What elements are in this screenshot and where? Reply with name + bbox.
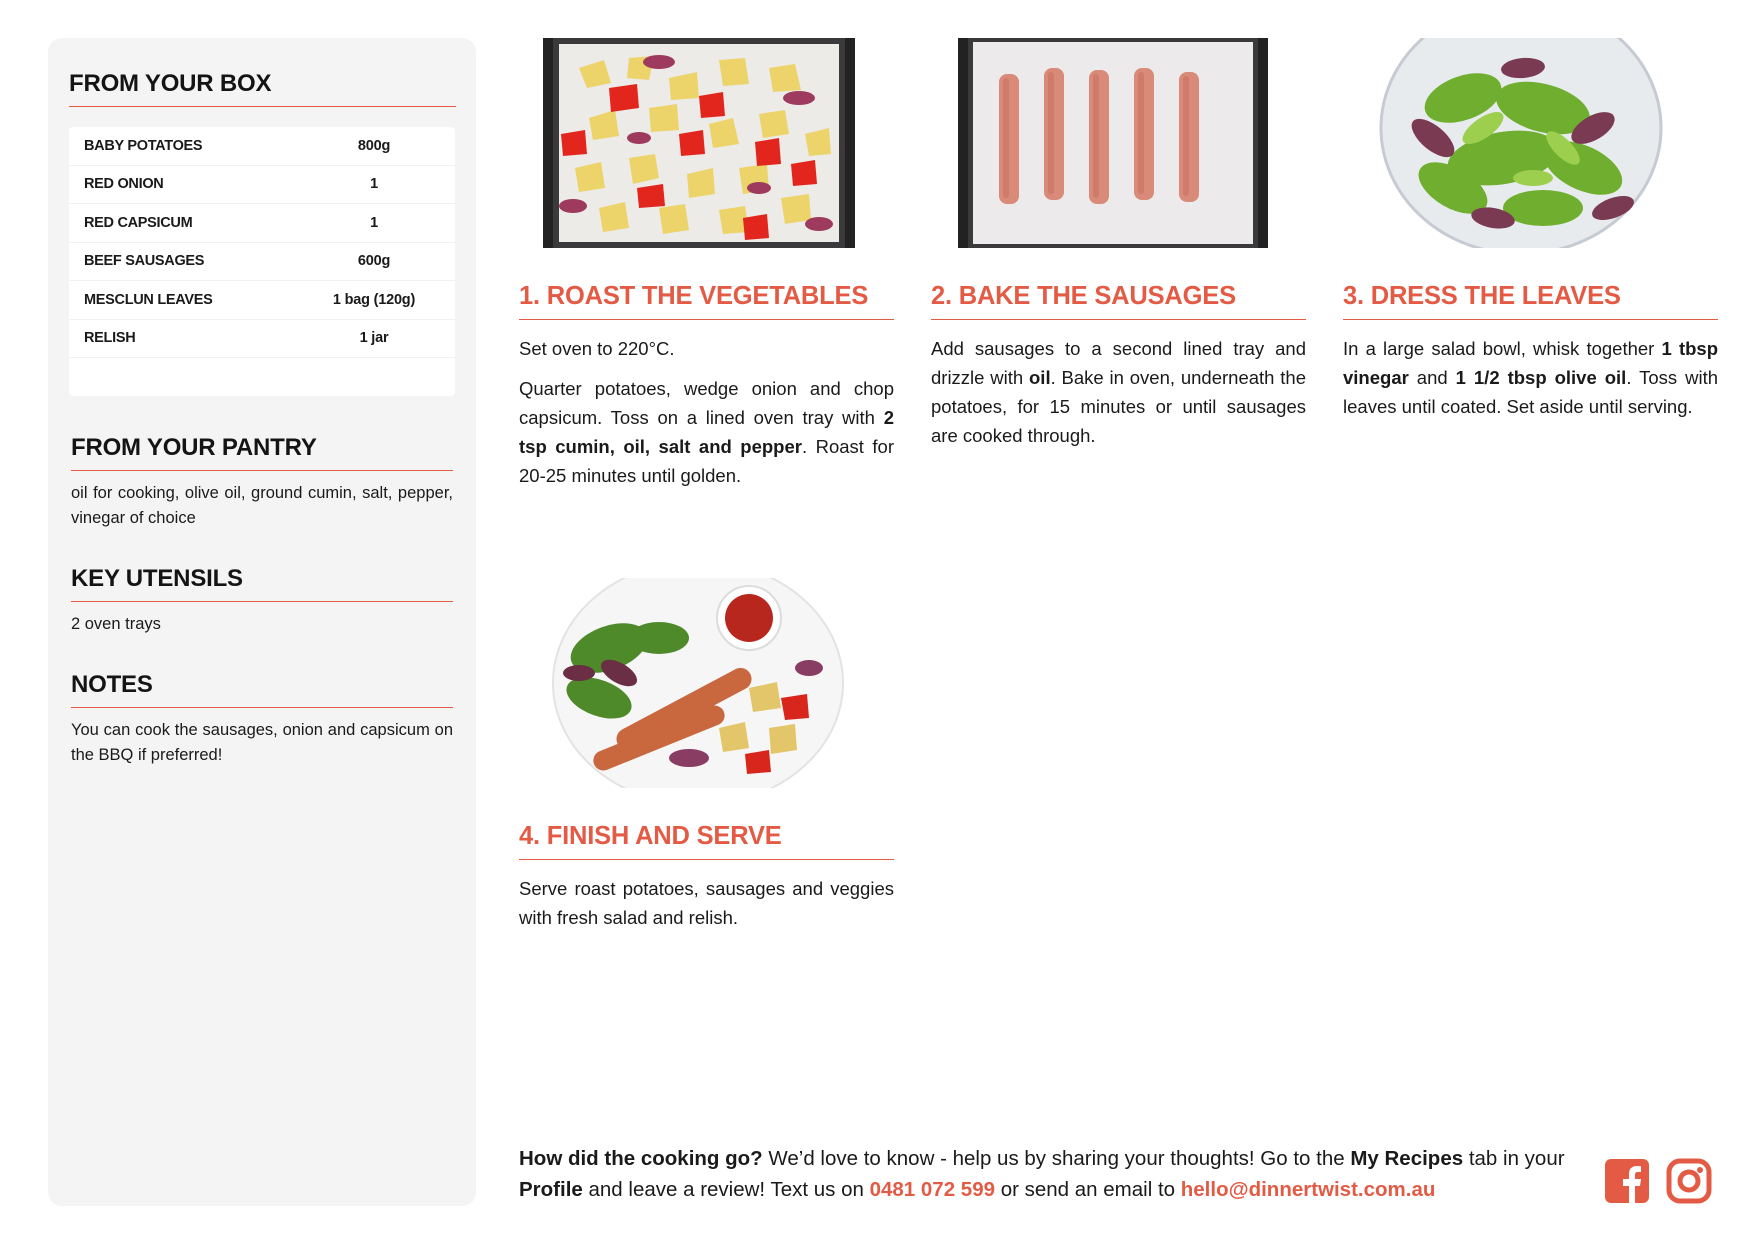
- notes-heading: NOTES: [71, 671, 453, 708]
- step-2-title: 2. BAKE THE SAUSAGES: [931, 282, 1306, 320]
- notes-section: [69, 671, 453, 768]
- notes-text: You can cook the sausages, onion and capsicum on the BBQ if preferred!: [71, 721, 453, 764]
- text-run: and: [1408, 367, 1456, 388]
- step-1-body: [519, 334, 894, 490]
- feedback-question: How did the cooking go?: [519, 1147, 763, 1170]
- step-1-title: 1. ROAST THE VEGETABLES: [519, 282, 894, 320]
- from-your-box-heading: FROM YOUR BOX: [69, 70, 456, 107]
- utensils-heading: KEY UTENSILS: [71, 565, 453, 602]
- step-2-instructions: [931, 334, 1306, 450]
- ingredient-qty: 600g: [357, 253, 391, 270]
- utensils-text: 2 oven trays: [71, 615, 161, 633]
- step-4-body: [519, 874, 894, 932]
- table-row-empty: [69, 358, 455, 396]
- table-row: [69, 127, 455, 166]
- profile-label: Profile: [519, 1178, 583, 1201]
- text-run: . Roast for 20-25 minutes until golden.: [519, 436, 894, 486]
- bake-sausages-photo: [931, 38, 1306, 248]
- table-row: [69, 281, 455, 320]
- text-run: and leave a review! Text us on: [582, 1178, 870, 1201]
- bold-ingredients: 1 tbsp vinegar: [1343, 338, 1718, 388]
- text-run: . Bake in oven, underneath the potatoes, for 15 minutes or until sausages are cooked through.: [931, 367, 1306, 446]
- step-4: [519, 578, 894, 943]
- my-recipes-label: My Recipes: [1350, 1147, 1464, 1170]
- email-link[interactable]: hello@dinnertwist.com.au: [1180, 1178, 1436, 1201]
- finish-and-serve-photo: [519, 578, 894, 788]
- step-3: [1343, 38, 1718, 432]
- step-1-text: Set oven to 220°C.: [519, 338, 675, 359]
- feedback-footer: [519, 1143, 1579, 1205]
- table-row: [69, 204, 455, 243]
- ingredients-sidebar: [48, 38, 476, 1206]
- step-4-title: 4. FINISH AND SERVE: [519, 822, 894, 860]
- facebook-icon[interactable]: [1604, 1158, 1650, 1204]
- bold-ingredients: oil: [1029, 367, 1051, 388]
- table-row: [69, 320, 455, 359]
- ingredient-qty: 1 jar: [359, 330, 389, 347]
- ingredient-qty: 1: [370, 176, 378, 193]
- dress-leaves-photo: [1343, 38, 1718, 248]
- text-run: In a large salad bowl, whisk together: [1343, 338, 1662, 359]
- step-3-instructions: [1343, 334, 1718, 421]
- ingredient-name: MESCLUN LEAVES: [84, 291, 213, 308]
- pantry-heading: FROM YOUR PANTRY: [71, 434, 453, 471]
- step-2: [931, 38, 1306, 461]
- box-ingredients-table: [69, 127, 455, 396]
- ingredient-name: BEEF SAUSAGES: [84, 253, 205, 270]
- text-run: We’d love to know - help us by sharing your thoughts! Go to the: [762, 1147, 1351, 1170]
- ingredient-qty: 1: [370, 214, 378, 231]
- ingredient-name: RELISH: [84, 330, 136, 347]
- phone-link[interactable]: 0481 072 599: [869, 1178, 995, 1201]
- text-run: Quarter potatoes, wedge onion and chop capsicum. Toss on a lined oven tray with: [519, 378, 894, 428]
- roast-vegetables-photo: [519, 38, 894, 248]
- ingredient-qty: 1 bag (120g): [332, 291, 416, 308]
- bold-ingredients: 2 tsp cumin, oil, salt and pepper: [519, 407, 894, 457]
- step-1: [519, 38, 894, 501]
- utensils-section: [69, 565, 453, 637]
- pantry-section: [69, 434, 453, 531]
- step-3-body: [1343, 334, 1718, 421]
- bold-ingredients: 1 1/2 tbsp olive oil: [1455, 367, 1627, 388]
- table-row: [69, 166, 455, 205]
- step-1-instructions: [519, 374, 894, 490]
- text-run: Add sausages to a second lined tray and drizzle with: [931, 338, 1306, 388]
- instagram-icon[interactable]: [1666, 1158, 1712, 1204]
- text-run: . Toss with leaves until coated. Set aside until serving.: [1343, 367, 1718, 417]
- ingredient-name: RED CAPSICUM: [84, 214, 193, 231]
- table-row: [69, 243, 455, 282]
- ingredient-name: BABY POTATOES: [84, 137, 203, 154]
- step-2-body: [931, 334, 1306, 450]
- ingredient-name: RED ONION: [84, 176, 164, 193]
- text-run: tab in your: [1463, 1147, 1565, 1170]
- step-4-instructions: Serve roast potatoes, sausages and veggies with fresh salad and relish.: [519, 878, 894, 928]
- text-run: or send an email to: [995, 1178, 1181, 1201]
- pantry-text: oil for cooking, olive oil, ground cumin, salt, pepper, vinegar of choice: [71, 484, 453, 527]
- ingredient-qty: 800g: [357, 137, 391, 154]
- step-3-title: 3. DRESS THE LEAVES: [1343, 282, 1718, 320]
